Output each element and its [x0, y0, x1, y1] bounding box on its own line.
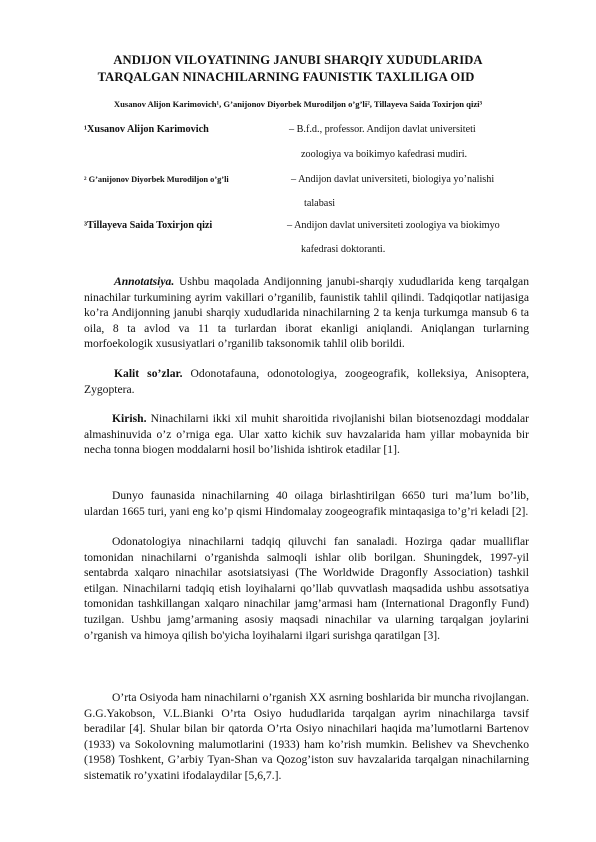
affiliation-1-name: ¹Xusanov Alijon Karimovich	[84, 124, 209, 135]
keywords-text: Odonotafauna, odonotologiya, zoogeografik, kolleksiya, Anisoptera, Zygoptera.	[84, 367, 529, 396]
affiliation-3-line1: – Andijon davlat universiteti zoologiya va biokimyo	[287, 220, 500, 231]
paragraph-3: Odonatologiya ninachilarni tadqiq qiluvchi fan sanaladi. Hozirga qadar mualliflar tomonidan ninachilarni o’rganishda salmoqli ishlar olib borilgan. Shuningdek, 1997-yil sentabrda xalqaro ninachilar asotsiatsiyasi (The Worldwide Dragonfly Association) tashkil etilgan. Ninachilarni tadqiq etish loyihalarni qo’llab quvvatlash maqsadida ushbu assotsatiya tomonidan tashkillangan xalqaro ninachilar jamg’armasi ham (International Dragonfly Fund) tuzilgan. Ushbu jamg’armaning asosiy maqsadi ninachilar va ularning tarqalgan joylarini o’rganish va himoya qilish bo'yicha loyihalarni ilgari surishga qaratilgan [3].	[84, 535, 529, 642]
keywords-paragraph	[84, 366, 529, 397]
paragraph-2: Dunyo faunasida ninachilarning 40 oilaga birlashtirilgan 6650 turi ma’lum bo’lib, ulardan 1665 turi, yani eng ko’p qismi Hindomalay zoogeografik mintaqasiga to’g’ri keladi [2].	[84, 489, 529, 518]
authors-line: Xusanov Alijon Karimovich¹, G’anijonov Diyorbek Murodiljon o’g’li², Tillayeva Saida Toxirjon qizi³	[113, 99, 483, 109]
keywords-label: Kalit so’zlar.	[114, 367, 183, 380]
affiliation-1-line2: zoologiya va boikimyo kafedrasi mudiri.	[301, 149, 468, 160]
affiliation-1-line1: – B.f.d., professor. Andijon davlat universiteti	[289, 124, 476, 135]
abstract-paragraph	[84, 274, 529, 352]
affiliation-3-line2: kafedrasi doktoranti.	[301, 244, 386, 255]
affiliation-2-name: ² G’anijonov Diyorbek Murodiljon o’g’li	[84, 175, 229, 184]
intro-text: Ninachilarni ikki xil muhit sharoitida rivojlanishi bilan biotsenozdagi moddalar almashinuvida o’z o’rniga ega. Ular xatto kichik suv havzalarida ham yillar mobaynida bir necha tonna biogen moddalarni hosil bo’lishida ishtirok etadilar [1].	[84, 412, 529, 457]
abstract-label: Annotatsiya.	[114, 275, 175, 288]
affiliation-3-name: ³Tillayeva Saida Toxirjon qizi	[84, 220, 213, 231]
title-line-2: TARQALGAN NINACHILARNING FAUNISTIK TAXLILIGA OID	[97, 70, 475, 84]
abstract-text: Ushbu maqolada Andijonning janubi-sharqiy xududlarida keng tarqalgan ninachilar turkumining ayrim vakillari o’rganilib, faunistik tahlil qilindi. Tadqiqotlar natijasiga ko’ra Andijonning janubi sharqiy xududlarida ninachilarning 2 ta kenja turkumga mansub 6 ta oila, 8 ta avlod va 11 ta turlardan iborat ekanligi aniqlandi. Aniqlangan turlarning morfoekologik xususiyatlari o’rganilib taksonomik tahlil olib borildi.	[84, 275, 529, 351]
affiliation-2-line2: talabasi	[304, 198, 336, 209]
paragraph-4: O’rta Osiyoda ham ninachilarni o’rganish XX asrning boshlarida bir muncha rivojlangan. G.G.Yakobson, V.L.Bianki O’rta Osiyo hududlarida tarqalgan ayrim ninachilarga tavsif beradilar [4]. Shular bilan bir qatorda O’rta Osiyo ninachilari haqida ma’lumotlarni Bartenov (1933) va Sokolovning malumotlarini (1933) ham ko’rish mumkin. Belishev va Shevchenko (1958) Toshkent, G’arbiy Tyan-Shan va Qozog’iston suv havzalarida tarqalgan ninachilarning sistematik ro’yxatini ifodalaydilar [5,6,7.].	[84, 691, 529, 782]
intro-paragraph	[84, 411, 529, 458]
intro-label: Kirish.	[112, 412, 147, 425]
affiliation-2-line1: – Andijon davlat universiteti, biologiya yo’nalishi	[291, 174, 495, 185]
title-line-1: ANDIJON VILOYATINING JANUBI SHARQIY XUDUDLARIDA	[113, 53, 483, 67]
